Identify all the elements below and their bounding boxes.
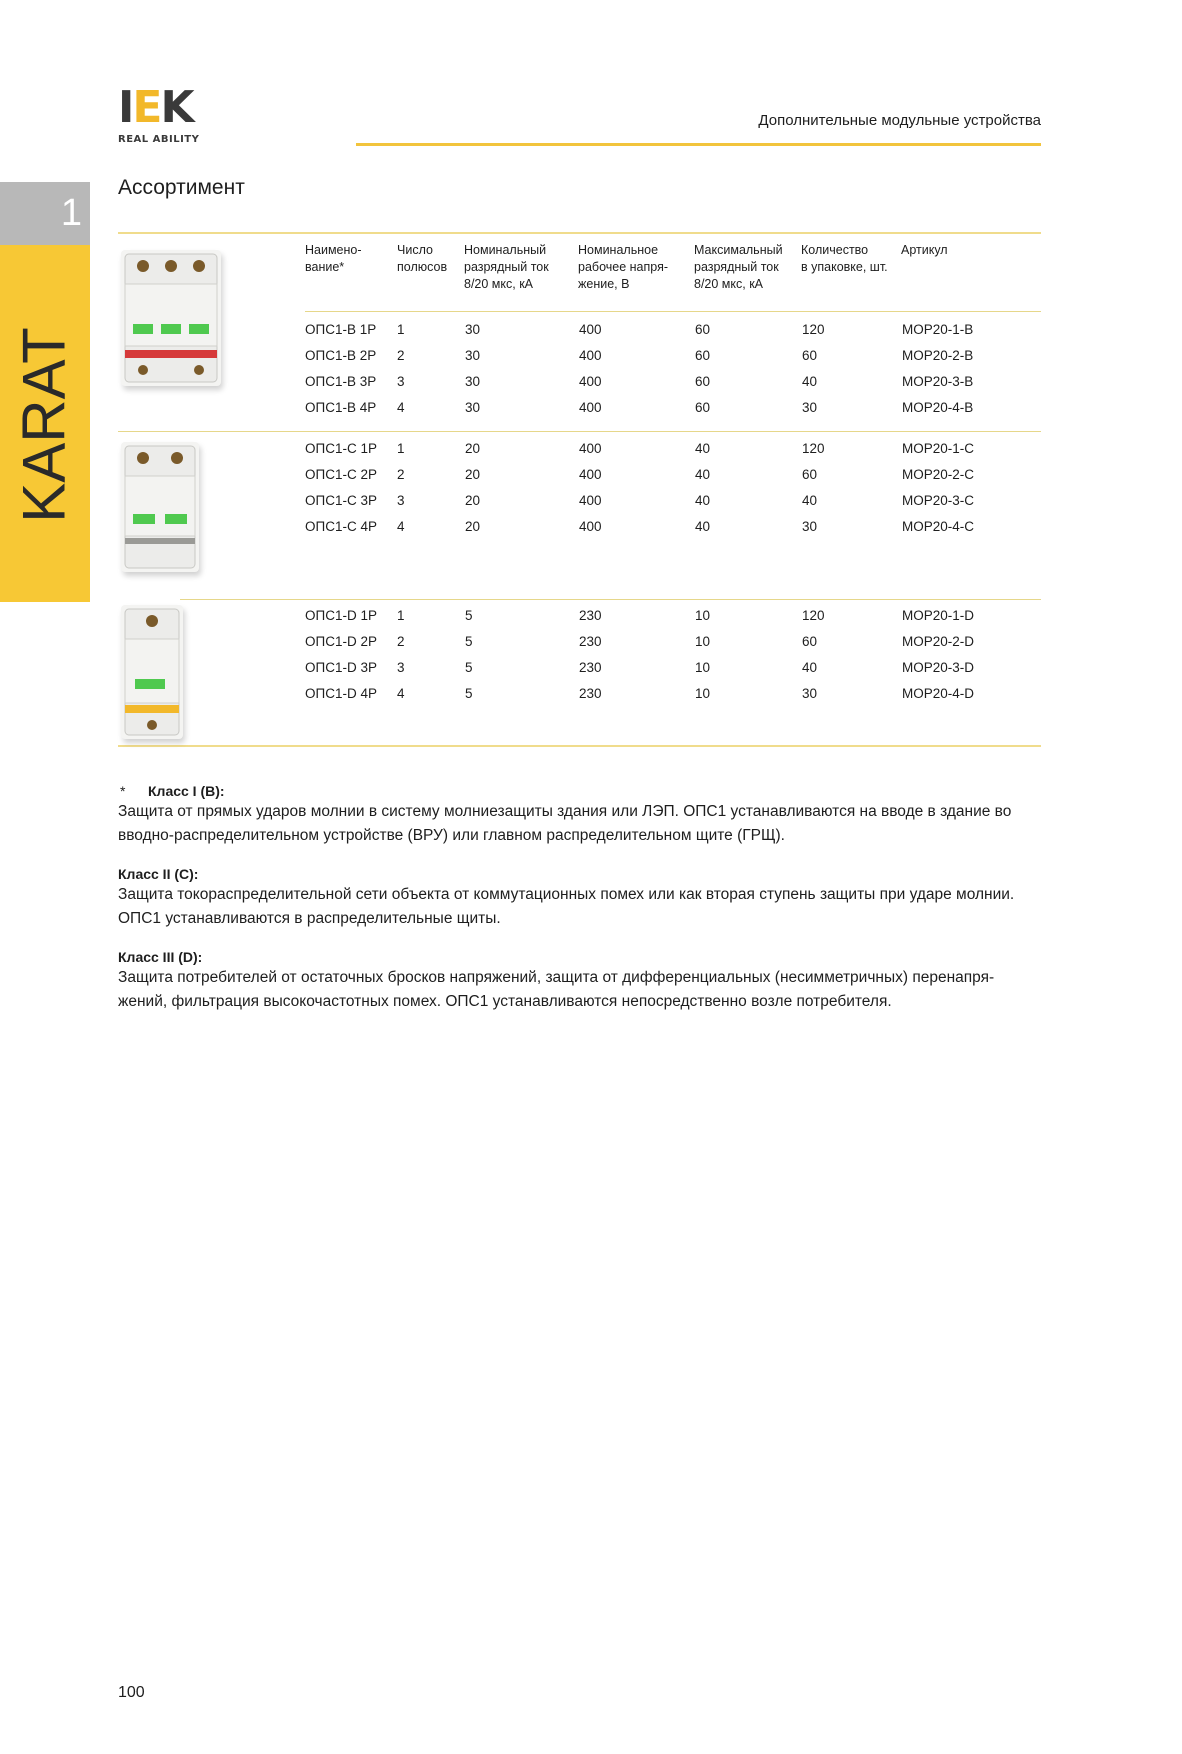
table-cell: ОПС1-C 4P [305,519,377,534]
table-cell: 30 [802,400,818,415]
table-cell: 40 [695,493,711,508]
table-cell: 60 [695,374,711,389]
col-header-article: Артикул [901,243,948,257]
table-cell: 4 [397,400,405,415]
table-cell: MOP20-2-C [902,467,975,482]
class2-body: Защита токораспределительной сети объекта от коммутационных помех или как вторая ступень защиты при ударе молнии. ОПС1 устанавливаются в распределительные щиты. [118,886,1015,927]
table-cell: 3 [397,493,405,508]
table-cell: 40 [802,374,818,389]
table-cell: MOP20-2-D [902,634,975,649]
table-cell: 4 [397,519,405,534]
table-cell: 400 [579,400,602,415]
table-cell: 20 [465,467,481,482]
surge-protector-1p-yellow-icon [121,605,183,739]
table-cell: 2 [397,634,405,649]
table-cell: 20 [465,441,481,456]
col-header-nominal-current: Номинальный разрядный ток 8/20 мкс, кА [464,243,549,291]
class1-body: Защита от прямых ударов молнии в систему молниезащиты здания или ЛЭП. ОПС1 устанавливаются на вводе в здание во вводно-распределительном устройстве (ВРУ) или главном распределительном щите (ГРЩ). [118,803,1012,844]
table-cell: 30 [802,519,818,534]
series-name: KARAT [10,327,78,523]
table-cell: 30 [465,400,481,415]
table-cell: 3 [397,660,405,675]
table-cell: 400 [579,322,602,337]
table-cell: MOP20-3-C [902,493,975,508]
table-cell: 10 [695,608,711,623]
table-cell: 40 [802,660,818,675]
table-cell: MOP20-3-D [902,660,975,675]
surge-protector-2p-gray-icon [121,442,199,572]
table-cell: 30 [465,348,481,363]
table-cell: 400 [579,519,602,534]
table-cell: 5 [465,608,473,623]
table-cell: ОПС1-D 2P [305,634,377,649]
col-header-voltage: Номинальное рабочее напря- жение, В [578,243,668,291]
table-cell: ОПС1-C 2P [305,467,377,482]
col-header-pack-qty: Количество в упаковке, шт. [801,243,888,274]
chapter-number: 1 [60,192,82,234]
table-cell: MOP20-3-B [902,374,974,389]
col-header-max-current: Максимальный разрядный ток 8/20 мкс, кА [694,243,783,291]
table-cell: MOP20-4-C [902,519,975,534]
class1-title: Класс I (B): [148,783,225,799]
table-cell: 20 [465,519,481,534]
table-cell: 120 [802,322,825,337]
table-cell: 230 [579,660,602,675]
table-cell: 30 [465,322,481,337]
table-cell: 2 [397,348,405,363]
table-cell: 400 [579,467,602,482]
table-cell: 120 [802,441,825,456]
page-number: 100 [118,1684,145,1701]
table-cell: 1 [397,322,405,337]
table-cell: 40 [695,467,711,482]
table-cell: 400 [579,374,602,389]
table-cell: 5 [465,686,473,701]
table-cell: 30 [465,374,481,389]
class3-body: Защита потребителей от остаточных бросков напряжений, защита от дифференциальных (несимметричных) перенапря-жений, фильтрация высокочастотных помех. ОПС1 устанавливаются непосредственно возле потребителя. [118,969,995,1010]
table-cell: 2 [397,467,405,482]
table-cell: ОПС1-B 1P [305,322,377,337]
table-cell: 60 [802,348,818,363]
table-bottom-rule [118,745,1041,747]
table-cell: 30 [802,686,818,701]
class3-title: Класс III (D): [118,949,203,965]
table-cell: ОПС1-D 3P [305,660,377,675]
table-cell: 20 [465,493,481,508]
table-cell: ОПС1-C 3P [305,493,377,508]
table-cell: 10 [695,660,711,675]
table-cell: 40 [802,493,818,508]
table-cell: 60 [695,400,711,415]
table-cell: ОПС1-B 4P [305,400,377,415]
section-header: Дополнительные модульные устройства [758,112,1041,129]
table-top-rule [118,232,1041,234]
table-cell: 60 [695,348,711,363]
table-cell: 5 [465,660,473,675]
class2-title: Класс II (C): [118,866,199,882]
header-rule [356,143,1041,146]
table-cell: 10 [695,634,711,649]
table-cell: 3 [397,374,405,389]
table-cell: 4 [397,686,405,701]
page-title: Ассортимент [118,176,245,199]
table-header-rule [305,311,1041,312]
table-cell: 10 [695,686,711,701]
logo-tagline: REAL ABILITY [118,134,200,145]
table-cell: 40 [695,519,711,534]
table-cell: 400 [579,441,602,456]
footnote-marker: * [120,783,126,799]
table-cell: 5 [465,634,473,649]
logo-mark: IEK [118,82,193,133]
table-cell: MOP20-1-B [902,322,974,337]
table-cell: ОПС1-D 4P [305,686,377,701]
table-cell: 40 [695,441,711,456]
col-header-poles: Число полюсов [397,243,448,274]
table-cell: 230 [579,686,602,701]
table-cell: ОПС1-B 2P [305,348,377,363]
table-cell: MOP20-4-D [902,686,975,701]
table-cell: ОПС1-B 3P [305,374,377,389]
table-cell: 120 [802,608,825,623]
table-cell: ОПС1-C 1P [305,441,377,456]
table-cell: 1 [397,608,405,623]
group-divider [118,431,1041,432]
table-cell: MOP20-1-D [902,608,975,623]
table-cell: MOP20-2-B [902,348,974,363]
table-cell: MOP20-4-B [902,400,974,415]
col-header-name: Наимено- вание* [305,243,362,274]
table-cell: 400 [579,348,602,363]
table-cell: MOP20-1-C [902,441,975,456]
table-cell: ОПС1-D 1P [305,608,377,623]
table-cell: 60 [802,634,818,649]
brand-logo [118,82,208,152]
group-divider [180,599,1041,600]
table-cell: 230 [579,634,602,649]
table-cell: 400 [579,493,602,508]
table-cell: 60 [802,467,818,482]
table-cell: 60 [695,322,711,337]
surge-protector-3p-red-icon [121,250,221,386]
table-cell: 230 [579,608,602,623]
table-cell: 1 [397,441,405,456]
